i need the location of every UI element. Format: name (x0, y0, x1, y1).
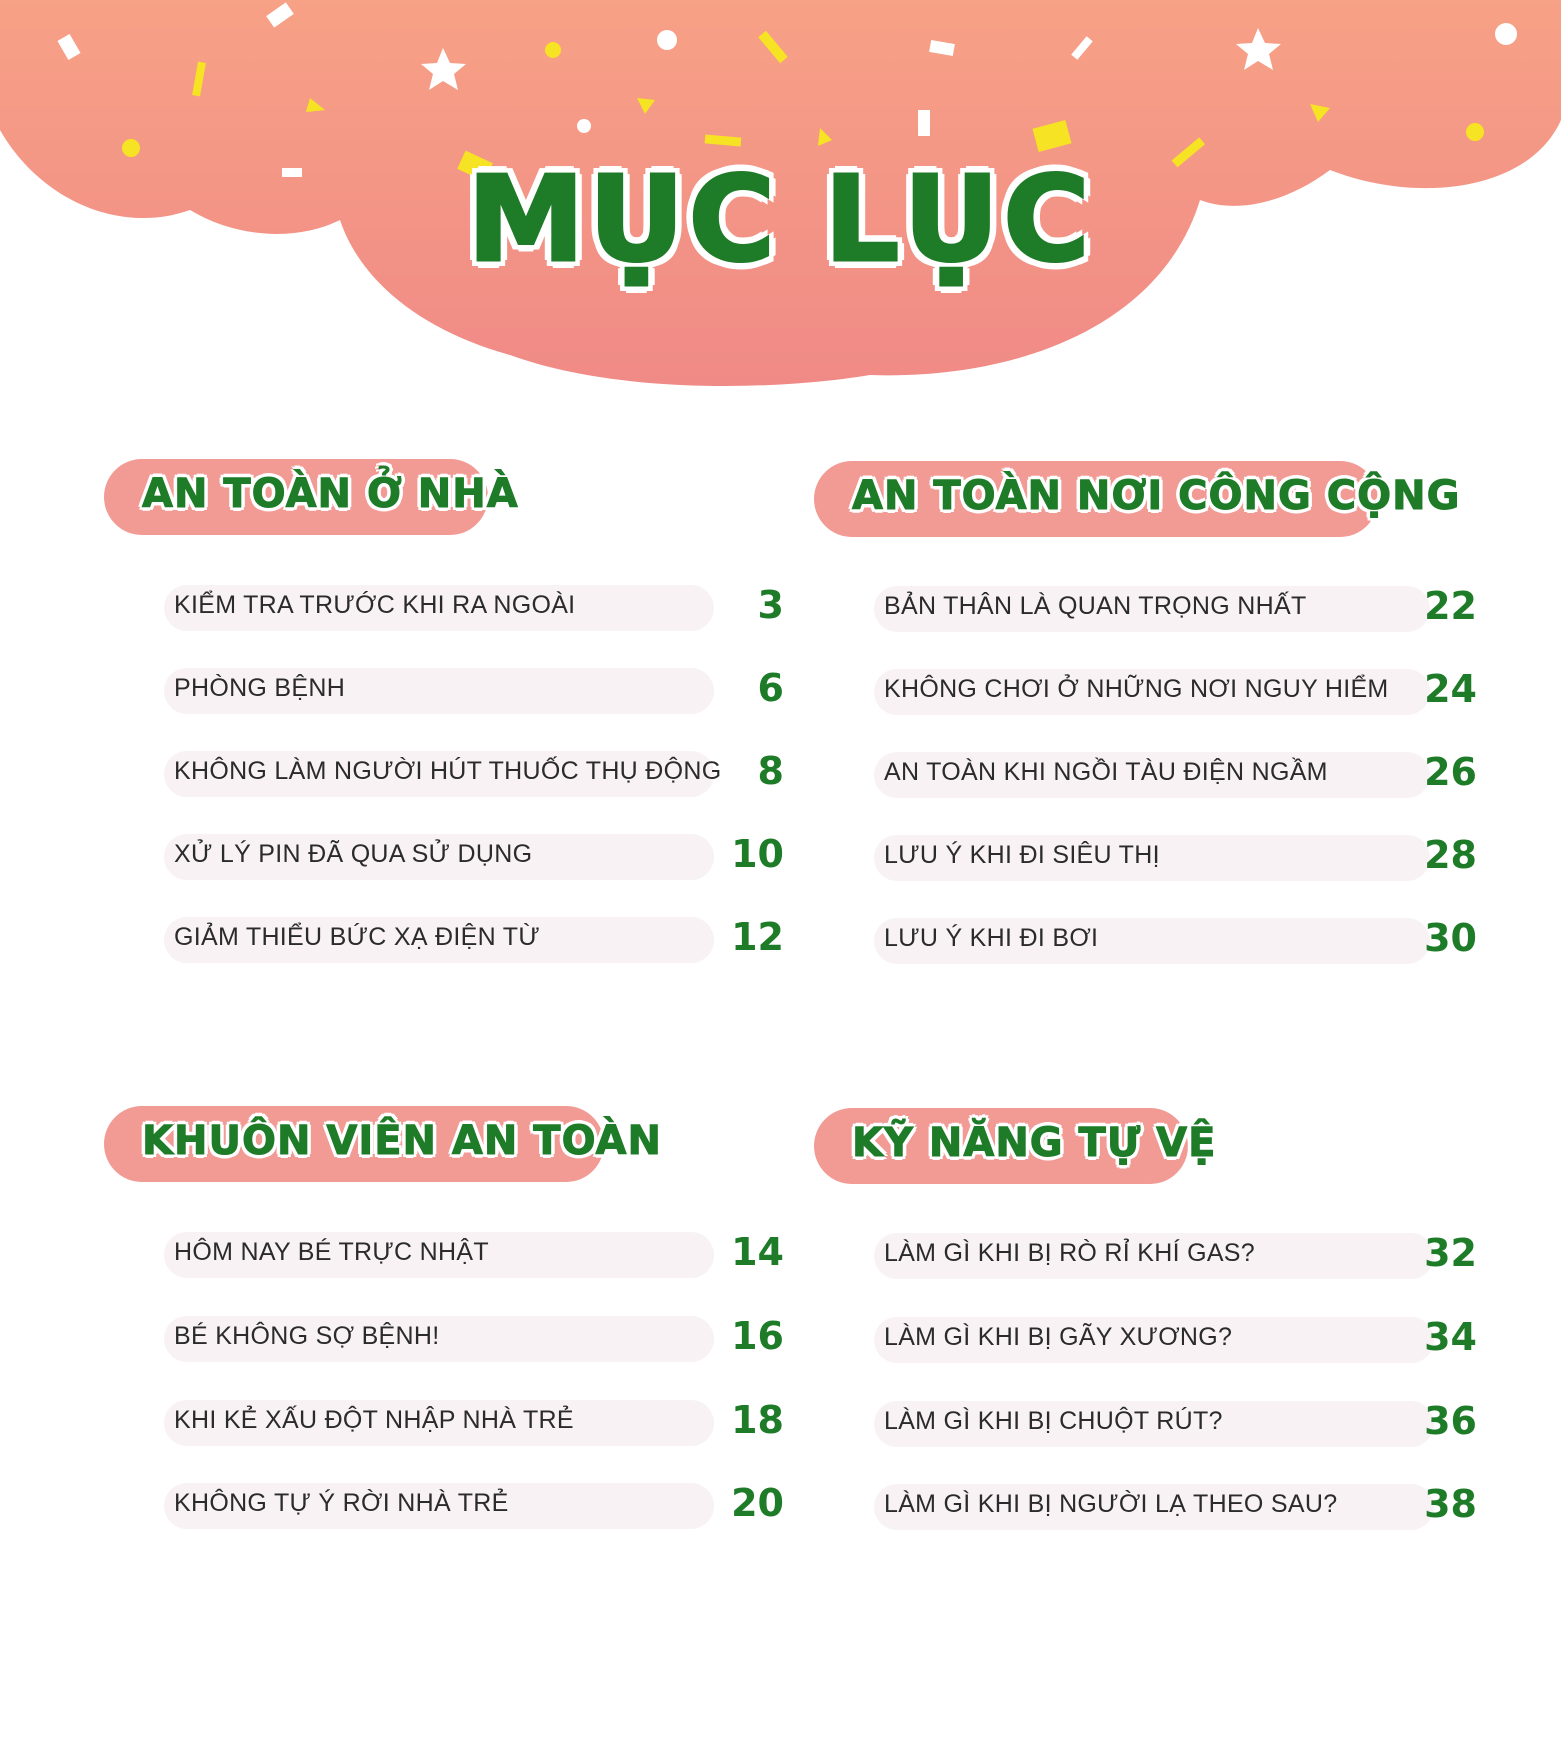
toc-entry-page: 24 (1424, 667, 1477, 711)
toc-entry[interactable] (104, 1308, 804, 1368)
toc-entry-label: AN TOÀN KHI NGỒI TÀU ĐIỆN NGẦM (884, 758, 1328, 786)
toc-entry[interactable] (104, 909, 804, 969)
toc-entry[interactable] (814, 1476, 1514, 1536)
toc-entry-label: KHI KẺ XẤU ĐỘT NHẬP NHÀ TRẺ (174, 1406, 574, 1434)
toc-entry-label: LƯU Ý KHI ĐI SIÊU THỊ (884, 841, 1160, 869)
section-heading-pill (814, 461, 1461, 537)
toc-entry[interactable] (814, 744, 1514, 804)
toc-entry[interactable] (104, 1224, 804, 1284)
toc-entry-page: 36 (1424, 1399, 1477, 1443)
section-heading: AN TOÀN Ở NHÀ (142, 471, 519, 517)
toc-entry[interactable] (104, 1392, 804, 1452)
toc-entry[interactable] (814, 910, 1514, 970)
section-an-toan-noi-cong-cong (814, 461, 1514, 961)
toc-entry-page: 22 (1424, 584, 1477, 628)
toc-entry-label: KHÔNG CHƠI Ở NHỮNG NƠI NGUY HIỂM (884, 675, 1389, 703)
toc-entry-page: 30 (1424, 916, 1477, 960)
toc-entry-page: 3 (757, 583, 784, 627)
page-title: MỤC LỤC (467, 150, 1094, 288)
toc-entry-page: 38 (1424, 1482, 1477, 1526)
toc-entry[interactable] (104, 660, 804, 720)
toc-entry-page: 28 (1424, 833, 1477, 877)
toc-entry[interactable] (814, 1225, 1514, 1285)
section-heading: AN TOÀN NƠI CÔNG CỘNG (852, 473, 1461, 519)
toc-entry-label: XỬ LÝ PIN ĐÃ QUA SỬ DỤNG (174, 840, 533, 868)
toc-entry-page: 18 (731, 1398, 784, 1442)
toc-entry-label: LƯU Ý KHI ĐI BƠI (884, 924, 1099, 952)
toc-entry-page: 32 (1424, 1231, 1477, 1275)
section-an-toan-o-nha (104, 459, 804, 959)
section-heading: KỸ NĂNG TỰ VỆ (852, 1120, 1217, 1166)
section-heading-pill (814, 1108, 1217, 1184)
toc-entry-label: KIỂM TRA TRƯỚC KHI RA NGOÀI (174, 591, 576, 619)
toc-entry-label: LÀM GÌ KHI BỊ RÒ RỈ KHÍ GAS? (884, 1239, 1255, 1267)
toc-entry[interactable] (814, 578, 1514, 638)
toc-entry-label: GIẢM THIỂU BỨC XẠ ĐIỆN TỪ (174, 923, 540, 951)
toc-entry[interactable] (104, 1475, 804, 1535)
toc-entry-label: BẢN THÂN LÀ QUAN TRỌNG NHẤT (884, 592, 1307, 620)
toc-entry-label: PHÒNG BỆNH (174, 674, 346, 702)
toc-entry[interactable] (104, 577, 804, 637)
toc-entry[interactable] (814, 827, 1514, 887)
toc-entry-label: LÀM GÌ KHI BỊ CHUỘT RÚT? (884, 1407, 1223, 1435)
toc-entry[interactable] (104, 826, 804, 886)
toc-entry-label: KHÔNG LÀM NGƯỜI HÚT THUỐC THỤ ĐỘNG (174, 757, 722, 785)
section-heading-pill (104, 459, 519, 535)
toc-entry-page: 14 (731, 1230, 784, 1274)
toc-entry-page: 8 (757, 749, 784, 793)
toc-entry[interactable] (814, 661, 1514, 721)
section-heading-pill (104, 1106, 662, 1182)
toc-entry[interactable] (814, 1309, 1514, 1369)
toc-entry-page: 10 (731, 832, 784, 876)
section-khuon-vien-an-toan (104, 1106, 804, 1556)
toc-entry-page: 12 (731, 915, 784, 959)
header-cloud (0, 0, 1561, 400)
toc-entry[interactable] (104, 743, 804, 803)
toc-entry-page: 20 (731, 1481, 784, 1525)
toc-entry-label: BÉ KHÔNG SỢ BỆNH! (174, 1322, 440, 1350)
toc-entry-page: 34 (1424, 1315, 1477, 1359)
toc-entry-page: 6 (757, 666, 784, 710)
section-ky-nang-tu-ve (814, 1108, 1514, 1558)
toc-entry-label: LÀM GÌ KHI BỊ GÃY XƯƠNG? (884, 1323, 1233, 1351)
section-heading: KHUÔN VIÊN AN TOÀN (142, 1118, 662, 1164)
toc-entry-page: 26 (1424, 750, 1477, 794)
toc-entry-label: LÀM GÌ KHI BỊ NGƯỜI LẠ THEO SAU? (884, 1490, 1338, 1518)
toc-entry-page: 16 (731, 1314, 784, 1358)
toc-entry[interactable] (814, 1393, 1514, 1453)
toc-entry-label: HÔM NAY BÉ TRỰC NHẬT (174, 1238, 489, 1266)
toc-entry-label: KHÔNG TỰ Ý RỜI NHÀ TRẺ (174, 1489, 509, 1517)
